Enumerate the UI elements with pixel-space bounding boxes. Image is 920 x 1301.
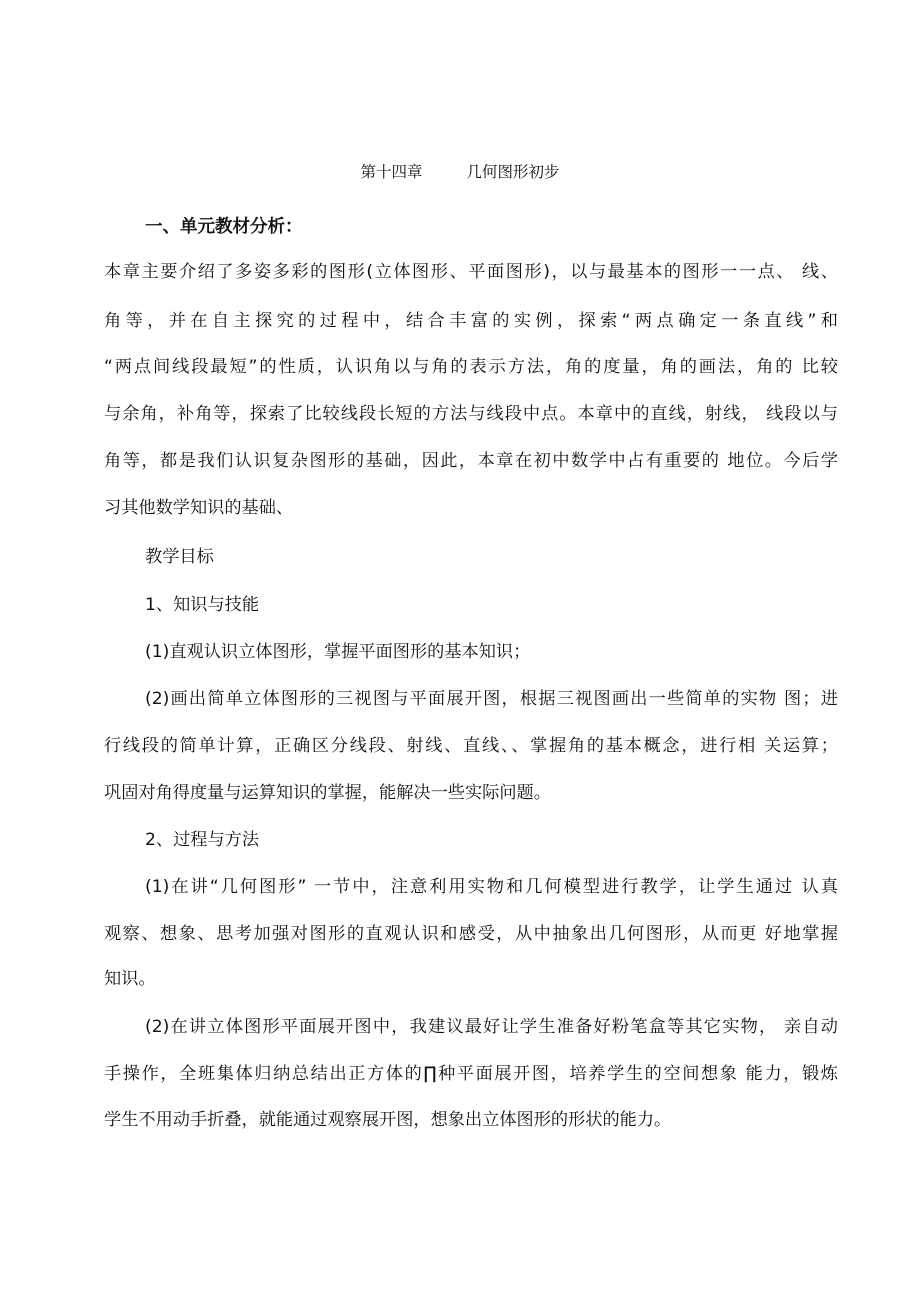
section-heading: 一、单元教材分析： — [145, 217, 303, 237]
subsection-heading: 1、知识与技能 — [145, 595, 260, 615]
intro-line: “两点间线段最短”的性质，认识角以与角的表示方法，角的度量，角的画法，角的 比较 — [104, 357, 838, 377]
paragraph-line: (1)在讲“几何图形” 一节中，注意利用实物和几何模型进行教学，让学生通过 认真 — [145, 877, 838, 897]
paragraph-line: 知识。 — [104, 969, 156, 989]
intro-line: 角等，都是我们认识复杂图形的基础，因此，本章在初中数学中占有重要的 地位。今后学 — [104, 451, 838, 471]
intro-line: 本章主要介绍了多姿多彩的图形(立体图形、平面图形)，以与最基本的图形一一点、 线、 — [104, 262, 838, 282]
paragraph-line: 巩固对角得度量与运算知识的掌握，能解决一些实际问题。 — [104, 783, 551, 803]
goals-heading: 教学目标 — [145, 547, 214, 567]
paragraph-line: 行线段的简单计算，正确区分线段、射线、直线、、掌握角的基本概念，进行相 关运算； — [104, 736, 838, 756]
paragraph-line: (2)在讲立体图形平面展开图中，我建议最好让学生准备好粉笔盒等其它实物， 亲自动 — [145, 1017, 838, 1037]
paragraph-line: (1)直观认识立体图形，掌握平面图形的基本知识； — [145, 642, 531, 662]
paragraph-line: 学生不用动手折叠，就能通过观察展开图，想象出立体图形的形状的能力。 — [104, 1110, 672, 1130]
intro-line: 与余角，补角等，探索了比较线段长短的方法与线段中点。本章中的直线，射线， 线段以与 — [104, 404, 838, 424]
subsection-heading: 2、过程与方法 — [145, 830, 260, 850]
paragraph-line: (2)画出简单立体图形的三视图与平面展开图，根据三视图画出一些简单的实物 图；进 — [145, 689, 838, 709]
intro-line: 习其他数学知识的基础、 — [104, 498, 294, 518]
chapter-number: 第十四章 — [360, 163, 423, 181]
paragraph-line: 手操作，全班集体归纳总结出正方体的∏种平面展开图，培养学生的空间想象 能力，锻炼 — [104, 1064, 838, 1084]
paragraph-line: 观察、想象、思考加强对图形的直观认识和感受，从中抽象出几何图形，从而更 好地掌握 — [104, 924, 838, 944]
chapter-name: 几何图形初步 — [466, 163, 560, 181]
intro-line: 角等，并在自主探究的过程中，结合丰富的实例，探索“两点确定一条直线”和 — [104, 311, 838, 331]
chapter-title — [0, 160, 920, 184]
